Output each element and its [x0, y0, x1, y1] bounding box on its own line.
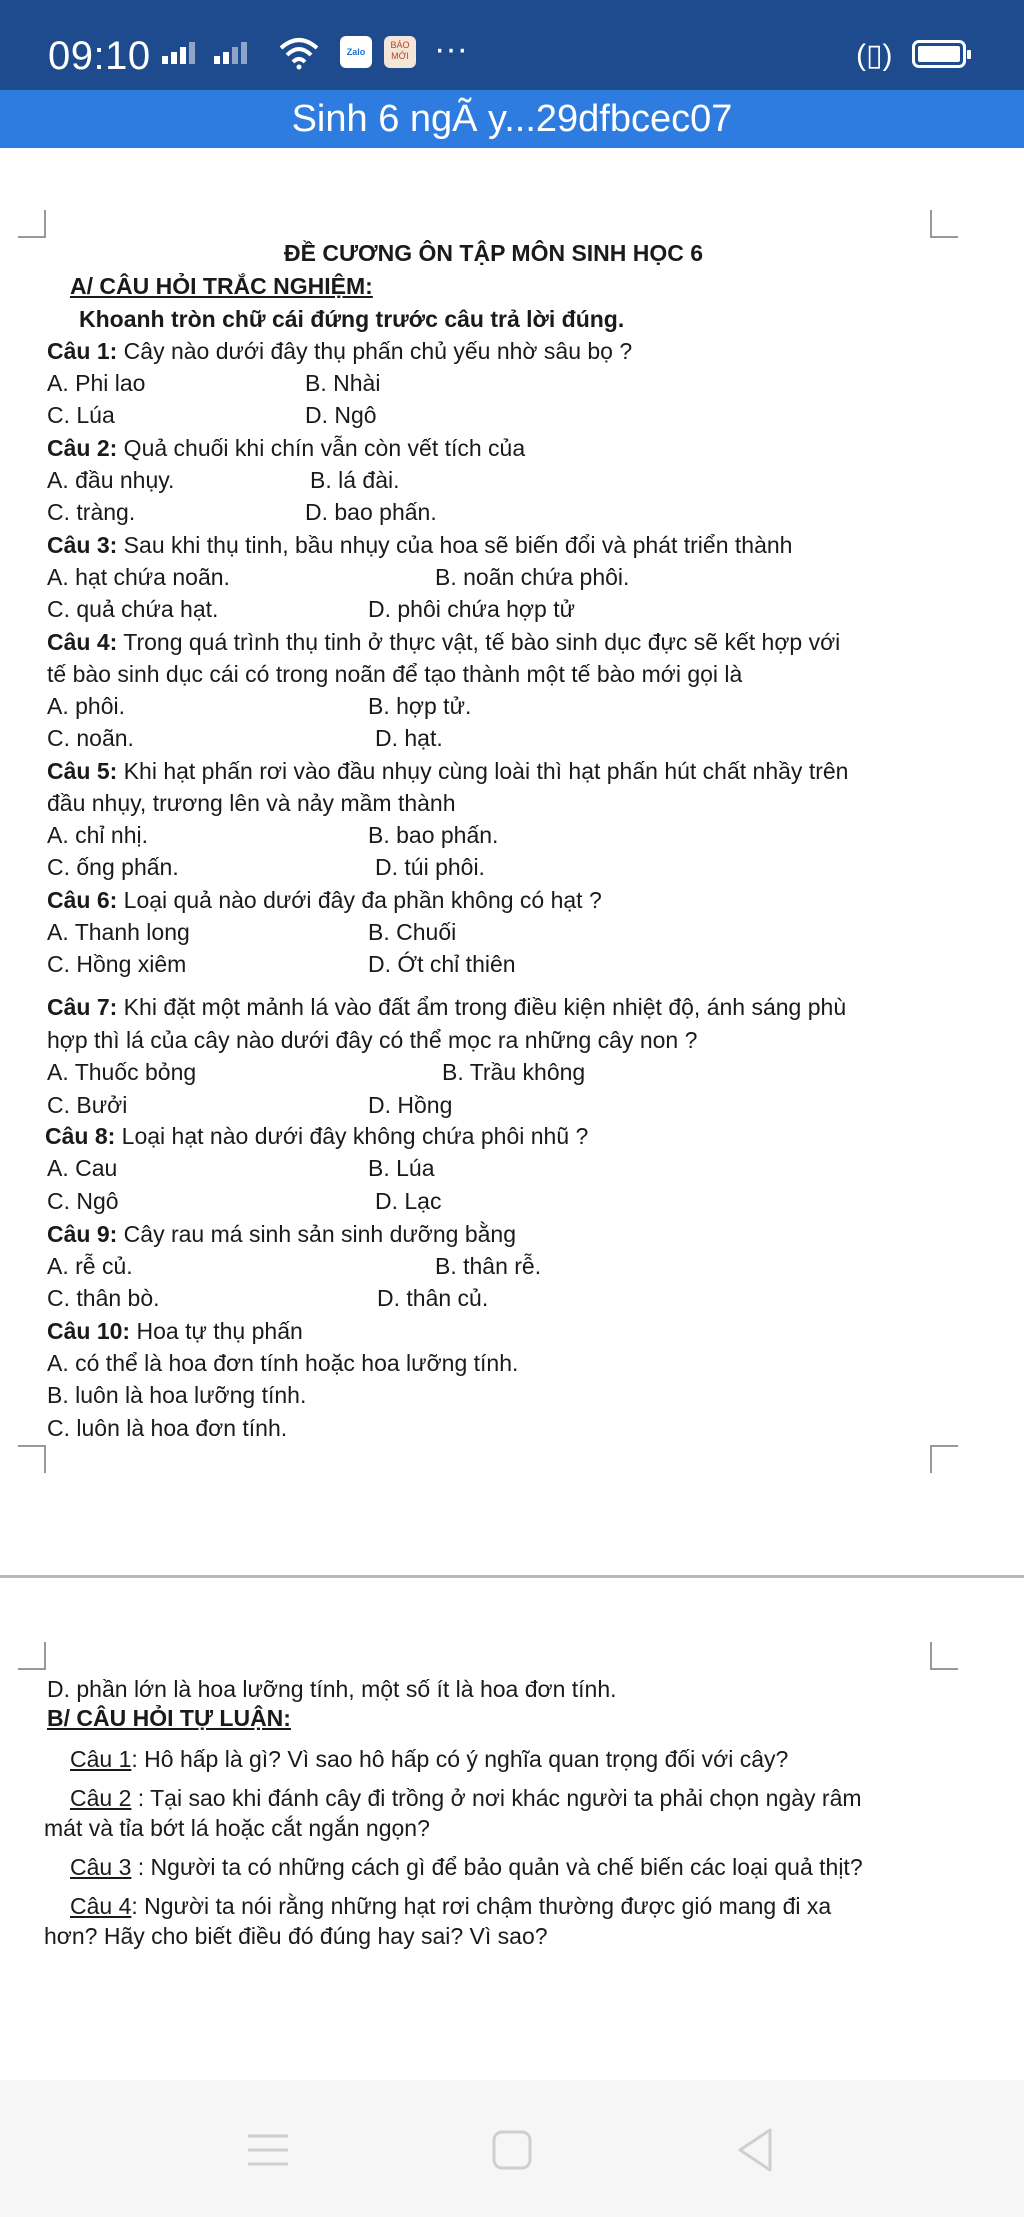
- answer-option: C. luôn là hoa đơn tính.: [47, 1415, 288, 1441]
- answer-option: A. Phi lao: [47, 370, 146, 396]
- instruction: Khoanh tròn chữ cái đứng trước câu trả lời đúng.: [79, 306, 625, 332]
- answer-option: A. Thanh long: [47, 919, 190, 945]
- answer-option: B. Chuối: [368, 919, 457, 945]
- question-label: Câu 7:: [47, 994, 118, 1020]
- answer-option: A. có thể là hoa đơn tính hoặc hoa lưỡng tính.: [47, 1350, 519, 1376]
- back-icon[interactable]: [726, 2120, 786, 2180]
- question-label: Câu 1:: [47, 338, 118, 364]
- question-text-cont: tế bào sinh dục cái có trong noãn để tạo thành một tế bào mới gọi là: [47, 661, 743, 687]
- answer-option: A. phôi.: [47, 693, 125, 719]
- question-9: [47, 1219, 516, 1249]
- question-text: : Tại sao khi đánh cây đi trồng ở nơi khác người ta phải chọn ngày râm: [131, 1785, 862, 1811]
- essay-question-2: [70, 1783, 862, 1813]
- essay-question-3: [70, 1852, 863, 1882]
- question-label: Câu 10:: [47, 1318, 131, 1344]
- answer-option: A. rễ củ.: [47, 1253, 133, 1279]
- answer-option: A. hạt chứa noãn.: [47, 564, 230, 590]
- question-label: Câu 2: [70, 1785, 132, 1811]
- essay-question-4: [70, 1891, 831, 1921]
- navigation-bar: [0, 2080, 1024, 2217]
- question-7: [47, 992, 846, 1022]
- zalo-icon: Zalo: [340, 36, 372, 68]
- baomoi-icon: BÁO MỚI: [384, 36, 416, 68]
- status-time: 09:10: [48, 34, 151, 78]
- answer-option: B. Trầu không: [442, 1059, 586, 1085]
- answer-option: C. quả chứa hạt.: [47, 596, 219, 622]
- page-corner-mark: [18, 1642, 46, 1670]
- question-5: [47, 756, 848, 786]
- answer-option: C. thân bò.: [47, 1285, 160, 1311]
- question-text: Khi đặt một mảnh lá vào đất ẩm trong điều kiện nhiệt độ, ánh sáng phù: [117, 994, 847, 1020]
- answer-option: A. Thuốc bỏng: [47, 1059, 197, 1085]
- question-label: Câu 6:: [47, 887, 118, 913]
- question-label: Câu 2:: [47, 435, 118, 461]
- question-text: Sau khi thụ tinh, bầu nhụy của hoa sẽ biến đổi và phát triển thành: [117, 532, 793, 558]
- question-text: Hoa tự thụ phấn: [130, 1318, 303, 1344]
- page-corner-mark: [930, 1445, 958, 1473]
- question-text: : Người ta nói rằng những hạt rơi chậm thường được gió mang đi xa: [131, 1893, 832, 1919]
- document-title-bar: [0, 90, 1024, 148]
- answer-option: A. đầu nhụy.: [47, 467, 175, 493]
- question-2: [47, 433, 525, 463]
- question-label: Câu 4: [70, 1893, 132, 1919]
- question-8: [45, 1121, 588, 1151]
- question-text: Loại hạt nào dưới đây không chứa phôi nhũ ?: [115, 1123, 589, 1149]
- answer-option: D. bao phấn.: [305, 499, 437, 525]
- answer-option: B. noãn chứa phôi.: [435, 564, 630, 590]
- answer-option: D. hạt.: [375, 725, 443, 751]
- essay-question-1: [70, 1744, 788, 1774]
- question-text: Khi hạt phấn rơi vào đầu nhụy cùng loài thì hạt phấn hút chất nhầy trên: [117, 758, 849, 784]
- wifi-icon: [278, 36, 320, 70]
- answer-option: D. Ớt chỉ thiên: [368, 951, 516, 977]
- answer-option: D. phôi chứa hợp tử: [368, 596, 575, 622]
- answer-option: C. Hồng xiêm: [47, 951, 187, 977]
- question-text: : Hô hấp là gì? Vì sao hô hấp có ý nghĩa quan trọng đối với cây?: [131, 1746, 789, 1772]
- answer-option: B. Nhài: [305, 370, 381, 396]
- document-title: Sinh 6 ngÃ y...29dfbcec07: [291, 98, 733, 140]
- page-corner-mark: [930, 1642, 958, 1670]
- answer-option: A. chỉ nhị.: [47, 822, 148, 848]
- menu-icon[interactable]: [238, 2120, 298, 2180]
- answer-option: B. lá đài.: [310, 467, 400, 493]
- question-1: [47, 336, 632, 366]
- page-corner-mark: [18, 1445, 46, 1473]
- answer-option: D. Ngô: [305, 402, 377, 428]
- page-corner-mark: [930, 210, 958, 238]
- vibrate-icon: (▯): [856, 39, 893, 72]
- question-4: [47, 627, 840, 657]
- answer-option: B. bao phấn.: [368, 822, 499, 848]
- battery-icon: [912, 40, 966, 68]
- answer-option: A. Cau: [47, 1155, 118, 1181]
- question-text-cont: hợp thì lá của cây nào dưới đây có thể mọc ra những cây non ?: [47, 1027, 698, 1053]
- question-label: Câu 5:: [47, 758, 118, 784]
- answer-option: D. thân củ.: [377, 1285, 489, 1311]
- question-text-cont: mát và tỉa bớt lá hoặc cắt ngắn ngọn?: [44, 1815, 430, 1841]
- answer-option: C. noãn.: [47, 725, 134, 751]
- answer-option: C. Ngô: [47, 1188, 119, 1214]
- question-text: Trong quá trình thụ tinh ở thực vật, tế bào sinh dục đực sẽ kết hợp với: [117, 629, 841, 655]
- question-text: Cây rau má sinh sản sinh dưỡng bằng: [117, 1221, 517, 1247]
- question-text: Cây nào dưới đây thụ phấn chủ yếu nhờ sâu bọ ?: [117, 338, 633, 364]
- home-icon[interactable]: [482, 2120, 542, 2180]
- answer-option: D. Hồng: [368, 1092, 453, 1118]
- question-text: : Người ta có những cách gì để bảo quản và chế biến các loại quả thịt?: [131, 1854, 863, 1880]
- question-label: Câu 3: [70, 1854, 132, 1880]
- question-label: Câu 9:: [47, 1221, 118, 1247]
- question-label: Câu 4:: [47, 629, 118, 655]
- section-a-heading: A/ CÂU HỎI TRẮC NGHIỆM:: [70, 273, 373, 299]
- answer-option: C. ống phấn.: [47, 854, 179, 880]
- question-text: Quả chuối khi chín vẫn còn vết tích của: [117, 435, 526, 461]
- page-corner-mark: [18, 210, 46, 238]
- answer-option: C. Bưởi: [47, 1092, 128, 1118]
- question-text: Loại quả nào dưới đây đa phần không có hạt ?: [117, 887, 602, 913]
- signal-icon: [162, 42, 198, 64]
- question-label: Câu 8:: [45, 1123, 116, 1149]
- section-b-heading: B/ CÂU HỎI TỰ LUẬN:: [47, 1705, 291, 1731]
- answer-option: B. hợp tử.: [368, 693, 472, 719]
- answer-option: D. Lạc: [375, 1188, 442, 1214]
- answer-option: B. Lúa: [368, 1155, 435, 1181]
- question-10: [47, 1316, 303, 1346]
- question-label: Câu 1: [70, 1746, 132, 1772]
- status-bar: [0, 0, 1024, 90]
- signal-icon-2: [214, 42, 250, 64]
- more-notifications-icon: ···: [434, 30, 468, 68]
- question-text-cont: hơn? Hãy cho biết điều đó đúng hay sai? Vì sao?: [44, 1923, 548, 1949]
- answer-option: D. túi phôi.: [375, 854, 485, 880]
- answer-option: D. phần lớn là hoa lưỡng tính, một số ít là hoa đơn tính.: [47, 1676, 617, 1702]
- question-label: Câu 3:: [47, 532, 118, 558]
- doc-heading: ĐỀ CƯƠNG ÔN TẬP MÔN SINH HỌC 6: [284, 240, 704, 266]
- question-text-cont: đầu nhụy, trương lên và nảy mầm thành: [47, 790, 456, 816]
- answer-option: B. luôn là hoa lưỡng tính.: [47, 1382, 307, 1408]
- answer-option: B. thân rễ.: [435, 1253, 542, 1279]
- answer-option: C. tràng.: [47, 499, 136, 525]
- question-3: [47, 530, 792, 560]
- answer-option: C. Lúa: [47, 402, 115, 428]
- question-6: [47, 885, 602, 915]
